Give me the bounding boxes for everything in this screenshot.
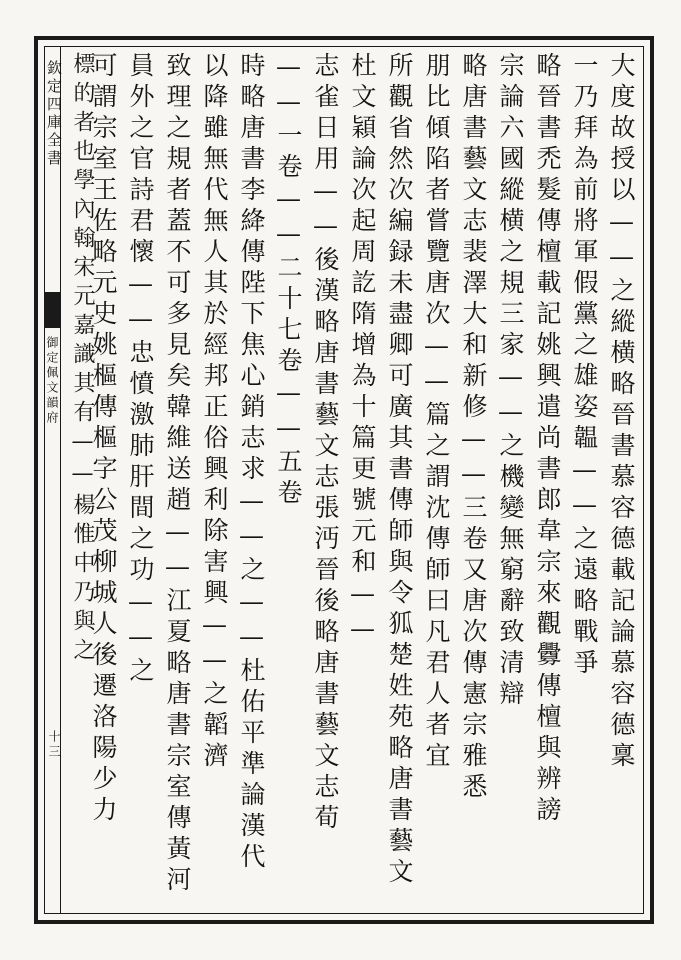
page-number: 十三 — [47, 730, 61, 760]
text-column-15: 可謂宗室王佐略元史姚樞傳樞字公茂柳城人後遷洛陽少力 — [89, 52, 118, 827]
text-column-6: 朋比傾陷者嘗覽唐次——篇之謂沈傳師曰凡君人者宜 — [422, 52, 451, 773]
text-column-10: ——一卷——二十七卷——五卷 — [274, 52, 303, 510]
text-column-8: 杜文穎論次起周訖隋增為十篇更號元和—— — [348, 52, 377, 649]
book-title: 欽定四庫全書 — [45, 60, 63, 168]
text-column-11: 時略唐書李絳傳陛下焦心銷志求——之——杜佑平準論漢代 — [237, 52, 266, 874]
text-column-4: 宗論六國縱横之規三家——之機變無窮辭致清辯 — [496, 52, 525, 711]
text-column-9: 志雀日用——後漢略唐書藝文志張沔晉後略唐書藝文志荀 — [311, 52, 340, 835]
text-column-12: 以降雖無代無人其於經邦正俗興利除害興——之韜濟 — [200, 52, 229, 773]
text-column-3: 略晉書禿髮傳檀載記姚興遣尚書郎韋宗來觀釁傳檀與辨謗 — [533, 52, 562, 827]
fishtail-marker — [44, 292, 60, 328]
text-column-7: 所觀省然次編録未盡卿可廣其書傳師與令狐楚姓苑略唐書藝文 — [385, 52, 414, 889]
book-subtitle: 御定佩文韻府 — [45, 336, 59, 426]
margin-bar — [44, 46, 61, 914]
text-column-16: 標的者也學內翰宋元嘉識其有——楊惟中乃與之 — [70, 52, 95, 667]
text-column-1: 大度故授以——之縱横略晉書慕容德載記論慕容德稟 — [607, 52, 636, 773]
text-column-5: 略唐書藝文志裴澤大和新修——三卷又唐次傳憲宗雅悉 — [459, 52, 488, 804]
text-column-13: 致理之規者蓋不可多見矣韓維送趙——江夏略唐書宗室傳黃河 — [163, 52, 192, 897]
text-column-2: 一乃拜為前將軍假黨之雄姿韞——之遠略戰爭 — [570, 52, 599, 680]
text-column-14: 員外之官詩君懷——忠憤激肺肝間之功——之 — [126, 52, 155, 688]
